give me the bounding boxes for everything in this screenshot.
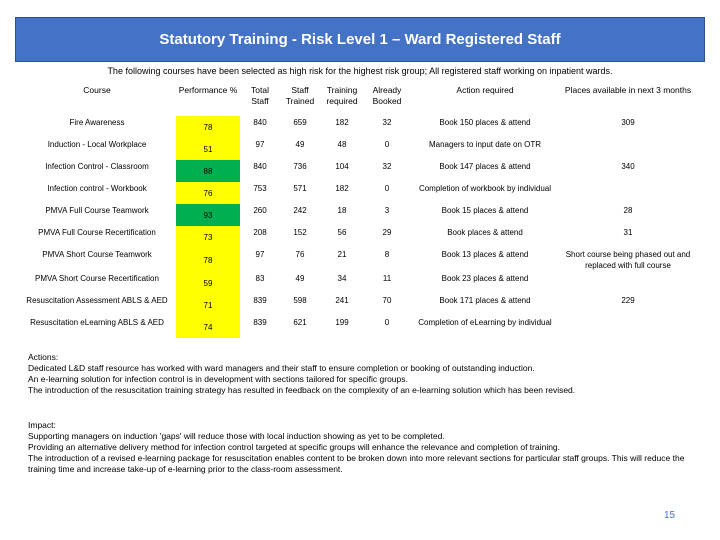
cell-required: 34 <box>337 274 347 283</box>
cell-places: 340 <box>621 162 635 171</box>
table-row <box>18 248 696 272</box>
cell-trained: 659 <box>293 118 307 127</box>
cell-action: Book 150 places & attend <box>439 118 531 127</box>
cell-booked: 29 <box>382 228 392 237</box>
impact-heading: Impact: <box>28 420 56 430</box>
cell-total: 840 <box>253 162 267 171</box>
cell-performance: 51 <box>176 138 240 160</box>
cell-places <box>560 138 696 160</box>
impact-line-2: Providing an alternative delivery method for infection control targeted at specific groups will enhance the relevance and completion of training. <box>28 442 561 452</box>
cell-required: 241 <box>335 296 349 305</box>
cell-booked: 8 <box>384 250 390 259</box>
cell-trained: 621 <box>293 318 307 327</box>
cell-action: Completion of workbook by individual <box>418 184 552 193</box>
cell-action: Completion of eLearning by individual <box>418 318 552 327</box>
header-staff-trained: Staff Trained <box>285 85 315 106</box>
cell-course: Infection control - Workbook <box>47 184 147 193</box>
header-performance: Performance % <box>178 85 238 95</box>
cell-required: 48 <box>337 140 347 149</box>
cell-places <box>560 182 696 204</box>
cell-booked: 0 <box>384 140 390 149</box>
table-row <box>18 294 696 316</box>
cell-course: PMVA Full Course Teamwork <box>45 206 149 215</box>
header-action-required: Action required <box>456 85 514 95</box>
table-row <box>18 226 696 248</box>
table-row <box>18 316 696 338</box>
cell-trained: 152 <box>293 228 307 237</box>
cell-course: Induction - Local Workplace <box>47 140 147 149</box>
impact-line-1: Supporting managers on induction 'gaps' will reduce those with local induction showing as yet to be completed. <box>28 431 445 441</box>
cell-booked: 3 <box>384 206 390 215</box>
table-row <box>18 160 696 182</box>
cell-total: 840 <box>253 118 267 127</box>
cell-action: Book 23 places & attend <box>441 274 529 283</box>
cell-performance: 93 <box>176 204 240 226</box>
cell-booked: 11 <box>382 274 392 283</box>
actions-section <box>28 352 698 396</box>
header-places-available: Places available in next 3 months <box>564 85 692 95</box>
cell-course: Infection Control - Classroom <box>45 162 149 171</box>
cell-required: 199 <box>335 318 349 327</box>
cell-total: 753 <box>253 184 267 193</box>
page-number: 15 <box>664 510 676 521</box>
table-row <box>18 138 696 160</box>
cell-trained: 598 <box>293 296 307 305</box>
cell-action: Book places & attend <box>447 228 523 237</box>
cell-action: Book 171 places & attend <box>439 296 531 305</box>
cell-places: 229 <box>621 296 635 305</box>
cell-required: 56 <box>337 228 347 237</box>
cell-total: 839 <box>253 296 267 305</box>
slide-title: Statutory Training - Risk Level 1 – Ward Registered Staff <box>159 31 561 48</box>
cell-booked: 0 <box>384 184 390 193</box>
cell-action: Managers to input date on OTR <box>428 140 542 149</box>
cell-booked: 32 <box>382 162 392 171</box>
cell-total: 83 <box>255 274 265 283</box>
cell-places: Short course being phased out and replaced with full course <box>565 250 691 270</box>
table-row <box>18 204 696 226</box>
cell-required: 182 <box>335 118 349 127</box>
training-table <box>18 84 696 338</box>
cell-course: PMVA Short Course Recertification <box>35 274 159 283</box>
cell-course: PMVA Short Course Teamwork <box>42 250 152 259</box>
cell-total: 97 <box>255 250 265 259</box>
header-total-staff: Total Staff <box>251 85 269 106</box>
actions-line-2: An e-learning solution for infection control is in development with sections tailored for specific groups. <box>28 374 408 384</box>
table-row <box>18 116 696 138</box>
header-course: Course <box>83 85 111 95</box>
table-row <box>18 182 696 204</box>
cell-action: Book 147 places & attend <box>439 162 531 171</box>
cell-total: 208 <box>253 228 267 237</box>
header-already-booked: Already Booked <box>372 85 402 106</box>
cell-places <box>560 272 696 294</box>
impact-section <box>28 420 698 475</box>
cell-trained: 736 <box>293 162 307 171</box>
actions-line-3: The introduction of the resuscitation training strategy has resulted in feedback on the complexity of an e-learning solution which has been revised. <box>28 385 576 395</box>
cell-performance: 71 <box>176 294 240 316</box>
cell-total: 839 <box>253 318 267 327</box>
cell-performance: 73 <box>176 226 240 248</box>
cell-performance: 59 <box>176 272 240 294</box>
table-body <box>18 116 696 338</box>
cell-performance: 74 <box>176 316 240 338</box>
cell-places: 31 <box>623 228 633 237</box>
cell-trained: 242 <box>293 206 307 215</box>
cell-booked: 0 <box>384 318 390 327</box>
subtitle: The following courses have been selected as high risk for the highest risk group; All registered staff working on inpatient wards. <box>107 66 613 76</box>
table-header-row <box>18 84 696 116</box>
cell-places <box>560 316 696 338</box>
cell-booked: 32 <box>382 118 392 127</box>
cell-trained: 49 <box>295 274 305 283</box>
cell-trained: 571 <box>293 184 307 193</box>
cell-performance: 88 <box>176 160 240 182</box>
cell-required: 18 <box>337 206 347 215</box>
header-training-required: Training required <box>326 85 358 106</box>
cell-required: 182 <box>335 184 349 193</box>
actions-heading: Actions: <box>28 352 59 362</box>
cell-course: Fire Awareness <box>69 118 125 127</box>
cell-total: 97 <box>255 140 265 149</box>
cell-performance: 76 <box>176 182 240 204</box>
cell-trained: 76 <box>295 250 305 259</box>
cell-required: 21 <box>337 250 347 259</box>
cell-places: 28 <box>623 206 633 215</box>
impact-line-3: The introduction of a revised e-learning package for resuscitation enables content to be broken down into more relevant sections for particular staff groups. This will reduce the training time and increase take-up of e-learning prior to the class-room assessment. <box>28 453 685 474</box>
actions-line-1: Dedicated L&D staff resource has worked with ward managers and their staff to ensure completion or booking of outstanding induction. <box>28 363 535 373</box>
cell-booked: 70 <box>382 296 392 305</box>
cell-trained: 49 <box>295 140 305 149</box>
cell-course: PMVA Full Course Recertification <box>38 228 156 237</box>
cell-course: Resuscitation eLearning ABLS & AED <box>30 318 164 327</box>
cell-places: 309 <box>621 118 635 127</box>
cell-action: Book 15 places & attend <box>441 206 529 215</box>
slide-title-banner <box>15 17 705 62</box>
cell-required: 104 <box>335 162 349 171</box>
cell-action: Book 13 places & attend <box>441 250 529 259</box>
cell-total: 260 <box>253 206 267 215</box>
cell-course: Resuscitation Assessment ABLS & AED <box>26 296 168 305</box>
table-row <box>18 272 696 294</box>
cell-performance: 78 <box>176 248 240 272</box>
cell-performance: 78 <box>176 116 240 138</box>
